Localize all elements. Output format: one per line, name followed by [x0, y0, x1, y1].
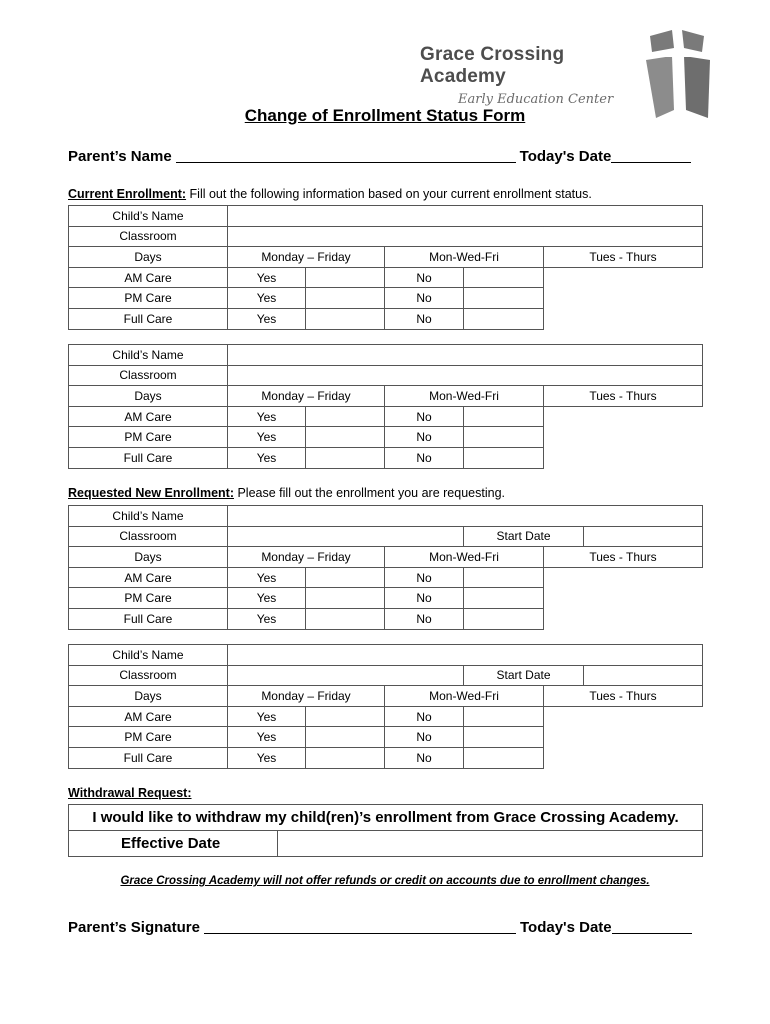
- current-enrollment-table-1: [68, 205, 703, 330]
- todays-date-label: Today's Date: [519, 148, 612, 165]
- childs-name-label: Child’s Name: [69, 345, 228, 366]
- pm-no-checkbox[interactable]: [464, 427, 544, 448]
- pm-care-label: PM Care: [69, 588, 228, 609]
- classroom-input[interactable]: [228, 665, 464, 686]
- classroom-input[interactable]: [228, 226, 703, 247]
- full-no-checkbox[interactable]: [464, 447, 544, 468]
- form-title: Change of Enrollment Status Form: [244, 106, 526, 125]
- no-label: No: [385, 288, 464, 309]
- am-care-label: AM Care: [69, 567, 228, 588]
- classroom-label: Classroom: [69, 365, 228, 386]
- no-label: No: [385, 447, 464, 468]
- yes-label: Yes: [228, 608, 306, 629]
- signature-row: [68, 919, 700, 936]
- requested-enrollment-table-2: [68, 644, 703, 769]
- effective-date-input[interactable]: [278, 831, 703, 857]
- classroom-input[interactable]: [228, 526, 464, 547]
- full-no-checkbox[interactable]: [464, 308, 544, 329]
- am-yes-checkbox[interactable]: [306, 267, 385, 288]
- school-name: Grace Crossing Academy: [420, 44, 565, 87]
- full-yes-checkbox[interactable]: [306, 608, 385, 629]
- current-enrollment-heading: Current Enrollment: Fill out the following information based on your current enrollment status.: [68, 187, 592, 201]
- yes-label: Yes: [228, 406, 306, 427]
- mwf-header: Mon-Wed-Fri: [385, 547, 544, 568]
- no-label: No: [385, 567, 464, 588]
- no-label: No: [385, 427, 464, 448]
- mwf-header: Mon-Wed-Fri: [385, 686, 544, 707]
- school-header: [420, 44, 640, 107]
- start-date-input[interactable]: [584, 526, 703, 547]
- childs-name-input[interactable]: [228, 645, 703, 666]
- start-date-label: Start Date: [464, 526, 584, 547]
- full-yes-checkbox[interactable]: [306, 447, 385, 468]
- pm-care-label: PM Care: [69, 288, 228, 309]
- am-care-label: AM Care: [69, 267, 228, 288]
- parent-signature-label: Parent’s Signature: [68, 919, 200, 936]
- yes-label: Yes: [228, 727, 306, 748]
- mwf-header: Mon-Wed-Fri: [385, 247, 544, 268]
- effective-date-label: Effective Date: [69, 831, 278, 857]
- mon-fri-header: Monday – Friday: [228, 686, 385, 707]
- tth-header: Tues - Thurs: [544, 386, 703, 407]
- mon-fri-header: Monday – Friday: [228, 547, 385, 568]
- days-label: Days: [69, 247, 228, 268]
- yes-label: Yes: [228, 308, 306, 329]
- full-yes-checkbox[interactable]: [306, 747, 385, 768]
- full-care-label: Full Care: [69, 447, 228, 468]
- requested-enrollment-heading: Requested New Enrollment: Please fill out the enrollment you are requesting.: [68, 486, 505, 500]
- classroom-input[interactable]: [228, 365, 703, 386]
- am-care-label: AM Care: [69, 706, 228, 727]
- mwf-header: Mon-Wed-Fri: [385, 386, 544, 407]
- requested-enrollment-table-1: [68, 505, 703, 630]
- no-label: No: [385, 308, 464, 329]
- am-no-checkbox[interactable]: [464, 567, 544, 588]
- pm-care-label: PM Care: [69, 727, 228, 748]
- childs-name-label: Child’s Name: [69, 506, 228, 527]
- tth-header: Tues - Thurs: [544, 547, 703, 568]
- full-care-label: Full Care: [69, 608, 228, 629]
- am-no-checkbox[interactable]: [464, 706, 544, 727]
- am-care-label: AM Care: [69, 406, 228, 427]
- days-label: Days: [69, 386, 228, 407]
- tth-header: Tues - Thurs: [544, 247, 703, 268]
- parent-name-field[interactable]: [176, 149, 516, 163]
- full-yes-checkbox[interactable]: [306, 308, 385, 329]
- signature-date-label: Today's Date: [519, 919, 612, 936]
- full-care-label: Full Care: [69, 747, 228, 768]
- yes-label: Yes: [228, 288, 306, 309]
- parent-name-row: [68, 148, 700, 165]
- no-label: No: [385, 608, 464, 629]
- pm-yes-checkbox[interactable]: [306, 588, 385, 609]
- am-yes-checkbox[interactable]: [306, 406, 385, 427]
- yes-label: Yes: [228, 267, 306, 288]
- no-label: No: [385, 267, 464, 288]
- full-no-checkbox[interactable]: [464, 608, 544, 629]
- refund-notice: Grace Crossing Academy will not offer refunds or credit on accounts due to enrollment changes.: [120, 875, 650, 887]
- pm-yes-checkbox[interactable]: [306, 427, 385, 448]
- days-label: Days: [69, 686, 228, 707]
- childs-name-label: Child’s Name: [69, 206, 228, 227]
- pm-care-label: PM Care: [69, 427, 228, 448]
- full-care-label: Full Care: [69, 308, 228, 329]
- childs-name-label: Child’s Name: [69, 645, 228, 666]
- classroom-label: Classroom: [69, 526, 228, 547]
- start-date-input[interactable]: [584, 665, 703, 686]
- tth-header: Tues - Thurs: [544, 686, 703, 707]
- no-label: No: [385, 706, 464, 727]
- parent-signature-field[interactable]: [204, 920, 516, 934]
- childs-name-input[interactable]: [228, 345, 703, 366]
- full-no-checkbox[interactable]: [464, 747, 544, 768]
- am-no-checkbox[interactable]: [464, 406, 544, 427]
- parent-name-label: Parent’s Name: [68, 148, 172, 165]
- classroom-label: Classroom: [69, 665, 228, 686]
- no-label: No: [385, 406, 464, 427]
- classroom-label: Classroom: [69, 226, 228, 247]
- no-label: No: [385, 588, 464, 609]
- yes-label: Yes: [228, 447, 306, 468]
- pm-no-checkbox[interactable]: [464, 727, 544, 748]
- yes-label: Yes: [228, 747, 306, 768]
- yes-label: Yes: [228, 567, 306, 588]
- am-yes-checkbox[interactable]: [306, 706, 385, 727]
- no-label: No: [385, 747, 464, 768]
- signature-date-field[interactable]: [612, 920, 692, 934]
- withdrawal-statement: I would like to withdraw my child(ren)’s enrollment from Grace Crossing Academy.: [69, 805, 703, 831]
- yes-label: Yes: [228, 588, 306, 609]
- mon-fri-header: Monday – Friday: [228, 247, 385, 268]
- childs-name-input[interactable]: [228, 206, 703, 227]
- current-enrollment-table-2: [68, 344, 703, 469]
- pm-no-checkbox[interactable]: [464, 288, 544, 309]
- start-date-label: Start Date: [464, 665, 584, 686]
- withdrawal-table: [68, 804, 703, 857]
- mon-fri-header: Monday – Friday: [228, 386, 385, 407]
- am-yes-checkbox[interactable]: [306, 567, 385, 588]
- childs-name-input[interactable]: [228, 506, 703, 527]
- yes-label: Yes: [228, 427, 306, 448]
- yes-label: Yes: [228, 706, 306, 727]
- pm-yes-checkbox[interactable]: [306, 288, 385, 309]
- pm-no-checkbox[interactable]: [464, 588, 544, 609]
- school-subtitle: Early Education Center: [458, 92, 614, 107]
- days-label: Days: [69, 547, 228, 568]
- withdrawal-heading: Withdrawal Request:: [68, 786, 192, 800]
- todays-date-field[interactable]: [611, 149, 691, 163]
- pm-yes-checkbox[interactable]: [306, 727, 385, 748]
- am-no-checkbox[interactable]: [464, 267, 544, 288]
- no-label: No: [385, 727, 464, 748]
